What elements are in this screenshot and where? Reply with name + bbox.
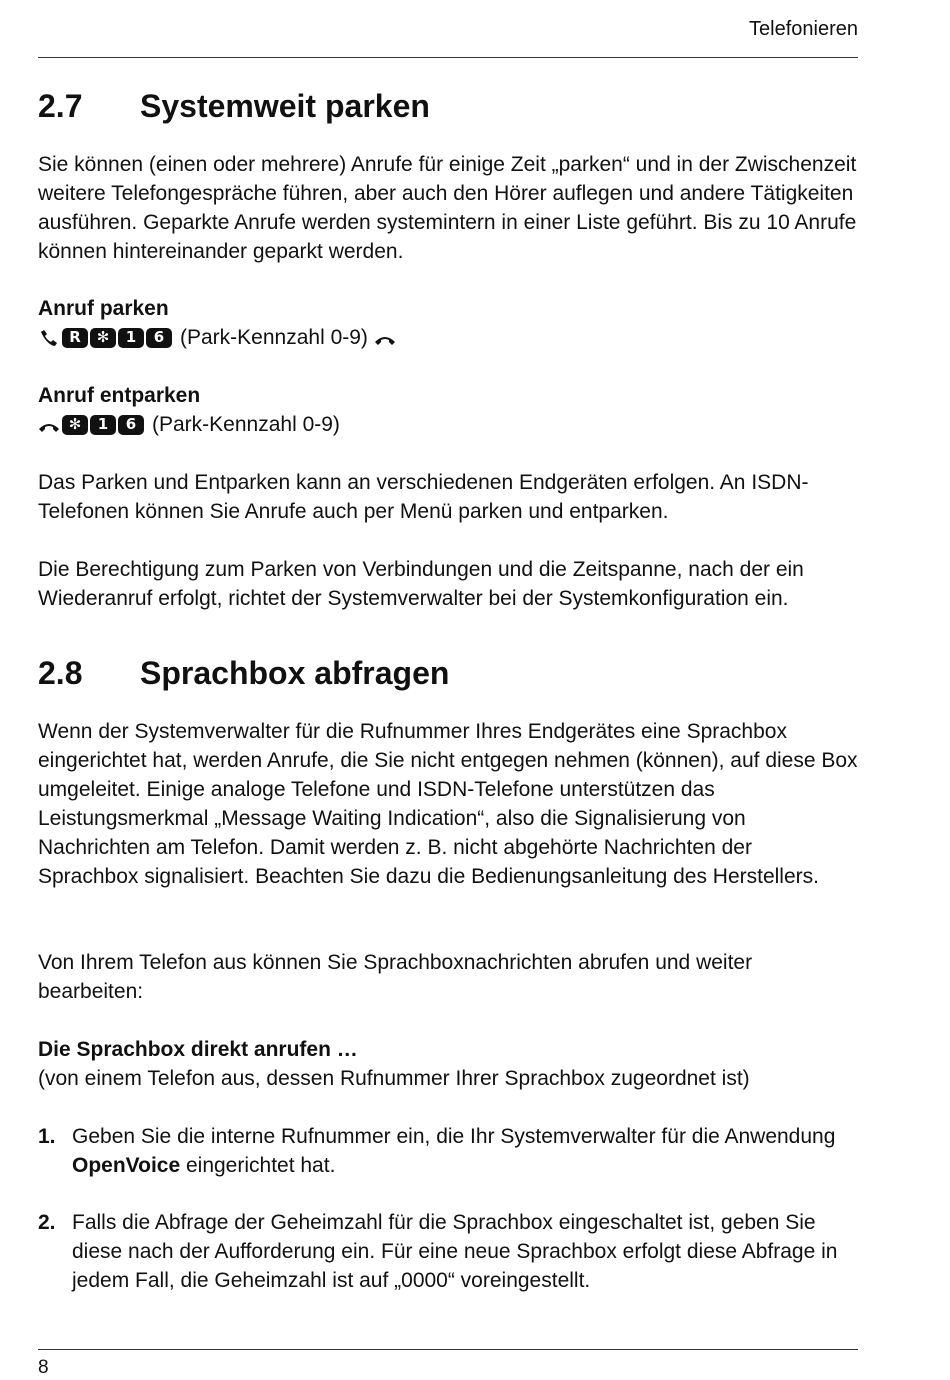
hang-up-icon xyxy=(374,327,396,349)
park-call-heading: Anruf parken xyxy=(38,297,169,320)
section-number: 2.7 xyxy=(38,88,83,124)
header-rule xyxy=(38,57,858,58)
section-heading-2-8 xyxy=(38,653,449,693)
key-r: R xyxy=(62,328,88,348)
direct-call-subtitle: (von einem Telefon aus, dessen Rufnummer Ihrer Sprachbox zugeordnet ist) xyxy=(38,1067,750,1090)
unpark-call-heading: Anruf entparken xyxy=(38,384,201,407)
list-item xyxy=(38,1208,858,1295)
key-1: 1 xyxy=(90,415,116,435)
running-header: Telefonieren xyxy=(749,18,858,40)
park-permission-paragraph: Die Berechtigung zum Parken von Verbindungen und die Zeitspanne, nach der ein Wiederanruf erfolgt, richtet der Systemverwalter bei der Systemkonfiguration ein. xyxy=(38,558,804,610)
park-intro-paragraph: Sie können (einen oder mehrere) Anrufe für einige Zeit „parken“ und in der Zwischenzeit weitere Telefongespräche führen, aber auch den Hörer auflegen und andere Tätigkeiten ausführen. Geparkte Anrufe werden systemintern in einer Liste geführt. Bis zu 10 Anrufe können hintereinander geparkt werden. xyxy=(38,153,857,263)
section-number: 2.8 xyxy=(38,655,83,691)
openvoice-term: OpenVoice xyxy=(72,1154,181,1177)
voicebox-access-paragraph: Von Ihrem Telefon aus können Sie Sprachboxnachrichten abrufen und weiter bearbeiten: xyxy=(38,951,753,1003)
key-6: 6 xyxy=(146,328,172,348)
unpark-code-note: (Park-Kennzahl 0-9) xyxy=(152,413,340,436)
footer-rule xyxy=(38,1349,858,1350)
key-star: ✻ xyxy=(90,328,116,348)
park-code-note: (Park-Kennzahl 0-9) xyxy=(180,326,368,349)
handset-lift-icon xyxy=(38,414,60,436)
list-item xyxy=(38,1122,858,1180)
page-number: 8 xyxy=(38,1357,49,1378)
direct-call-heading: Die Sprachbox direkt anrufen … xyxy=(38,1038,358,1061)
section-heading-2-7 xyxy=(38,86,430,126)
list-marker: 2. xyxy=(38,1211,56,1234)
voicebox-intro-paragraph: Wenn der Systemverwalter für die Rufnummer Ihres Endgerätes eine Sprachbox eingerichtet hat, werden Anrufe, die Sie nicht entgegen nehmen (können), auf diese Box umgeleitet. Einige analoge Telefone und ISDN-Telefone unterstützen das Leistungsmerkmal „Message Waiting Indication“, also die Signalisierung von Nachrichten am Telefon. Damit werden z. B. nicht abgehörte Nachrichten der Sprachbox signalisiert. Beachten Sie dazu die Bedienungsanleitung des Herstellers. xyxy=(38,720,858,888)
section-title: Sprachbox abfragen xyxy=(140,655,450,691)
section-title: Systemweit parken xyxy=(140,88,430,124)
park-key-sequence xyxy=(38,323,396,352)
handset-icon xyxy=(38,327,60,349)
key-1: 1 xyxy=(118,328,144,348)
key-star: ✻ xyxy=(62,415,88,435)
list-item-text: Geben Sie die interne Rufnummer ein, die Ihr Systemverwalter für die Anwendung OpenVoice eingerichtet hat. xyxy=(72,1125,836,1177)
list-marker: 1. xyxy=(38,1125,56,1148)
park-endpoints-paragraph: Das Parken und Entparken kann an verschiedenen Endgeräten erfolgen. An ISDN-Telefonen können Sie Anrufe auch per Menü parken und entparken. xyxy=(38,471,809,523)
unpark-key-sequence xyxy=(38,410,340,439)
key-6: 6 xyxy=(118,415,144,435)
list-item-text: Falls die Abfrage der Geheimzahl für die Sprachbox eingeschaltet ist, geben Sie diese nach der Aufforderung ein. Für eine neue Sprachbox erfolgt diese Abfrage in jedem Fall, die Geheimzahl ist auf „0000“ voreingestellt. xyxy=(72,1211,838,1292)
